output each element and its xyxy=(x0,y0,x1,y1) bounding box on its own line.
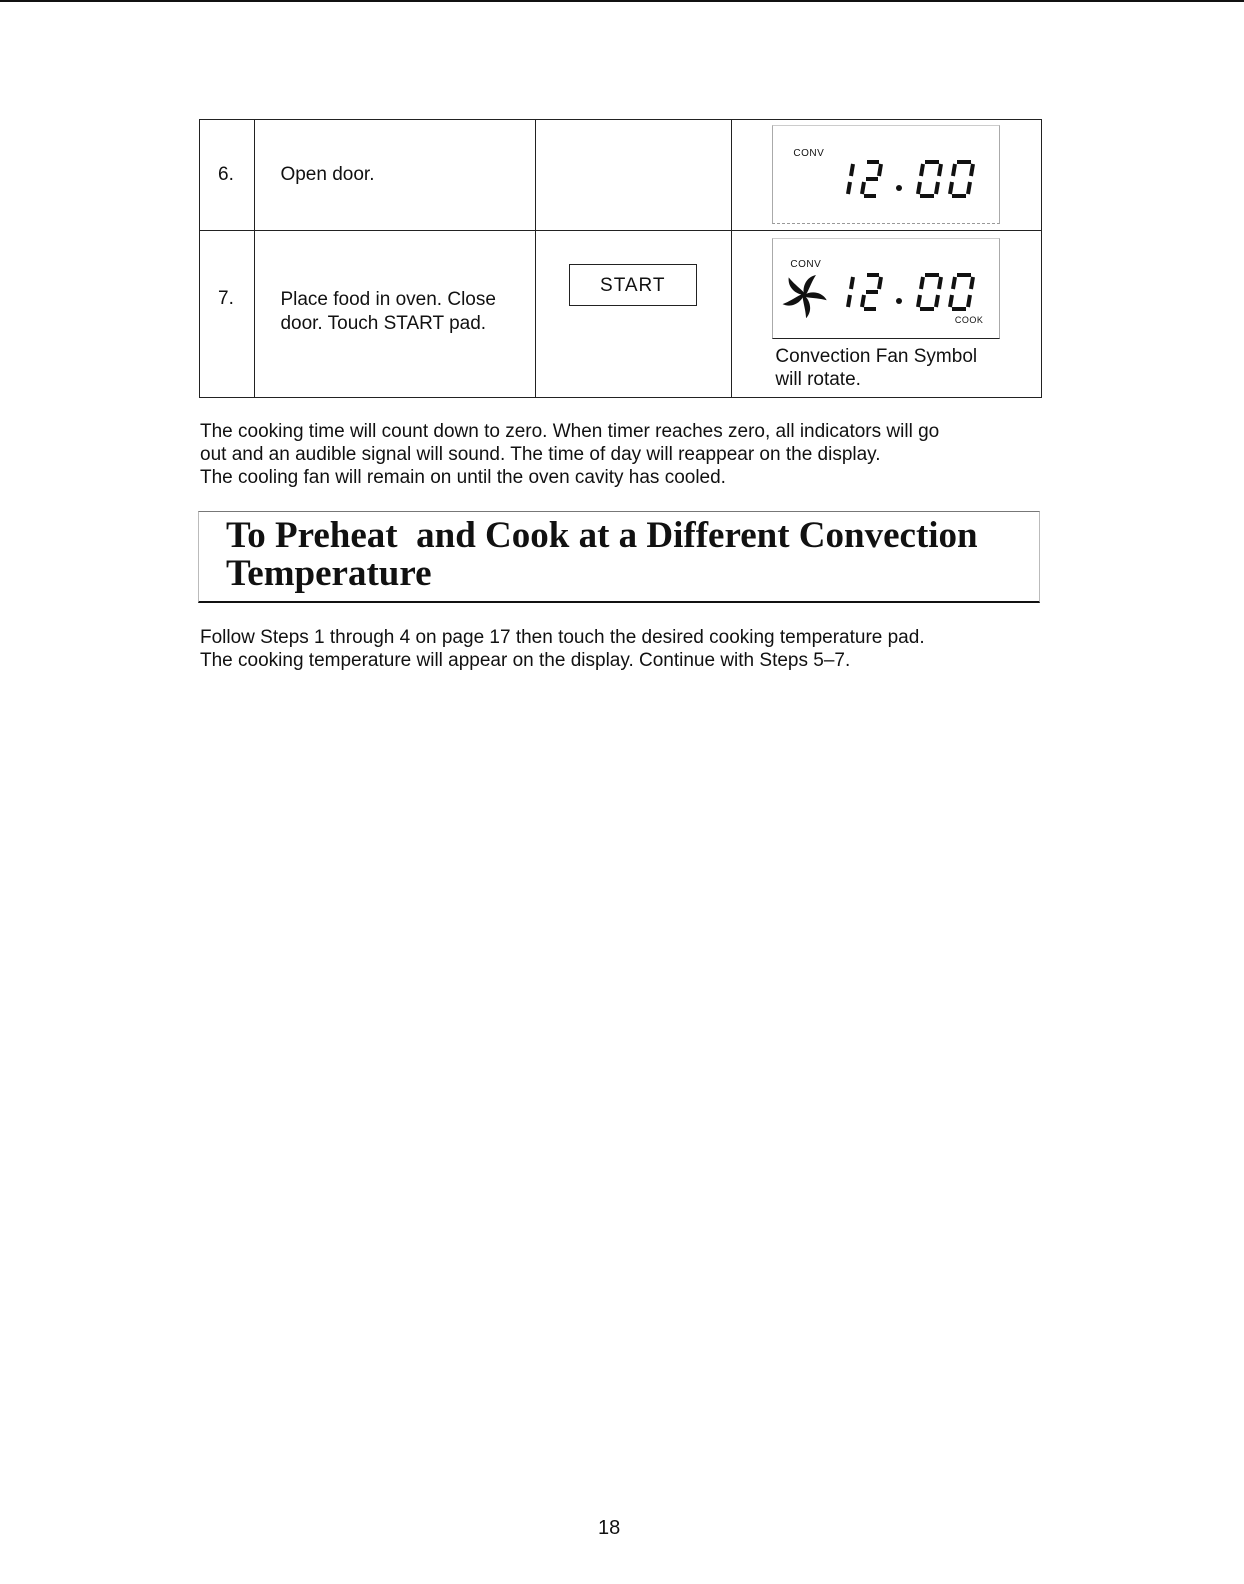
convection-fan-icon xyxy=(779,272,829,325)
step-action-line: Place food in oven. Close xyxy=(280,289,496,310)
step-action: Open door. xyxy=(280,164,375,185)
section-heading-box xyxy=(198,511,1040,603)
table-row xyxy=(200,120,1042,231)
step-pad-cell xyxy=(535,120,732,231)
conv-indicator: CONV xyxy=(790,259,822,270)
conv-indicator: CONV xyxy=(793,148,825,159)
step-number: 7. xyxy=(218,288,234,309)
paragraph-line: The cooking temperature will appear on the display. Continue with Steps 5–7. xyxy=(200,650,851,671)
oven-display xyxy=(772,238,1000,339)
display-time xyxy=(843,158,985,202)
section-body xyxy=(200,626,1050,672)
paragraph-line: The cooking time will count down to zero. When timer reaches zero, all indicators will go xyxy=(200,421,940,442)
start-pad-button[interactable]: START xyxy=(569,264,697,306)
step-action xyxy=(255,231,534,336)
paragraph-line: The cooling fan will remain on until the oven cavity has cooled. xyxy=(200,467,726,488)
heading-line: Temperature xyxy=(226,553,432,594)
display-caption-line: will rotate. xyxy=(775,369,861,390)
display-caption-line: Convection Fan Symbol xyxy=(775,346,978,367)
paragraph-line: Follow Steps 1 through 4 on page 17 then touch the desired cooking temperature pad. xyxy=(200,627,925,648)
countdown-paragraph xyxy=(200,420,1050,489)
page-number: 18 xyxy=(598,1517,621,1539)
steps-table xyxy=(199,119,1042,398)
seven-segment-time-icon xyxy=(843,158,985,202)
table-row xyxy=(200,231,1042,398)
top-rule xyxy=(0,0,1244,2)
step-action-line: door. Touch START pad. xyxy=(280,313,487,334)
heading-line: To Preheat and Cook at a Different Convection xyxy=(226,515,978,556)
oven-display xyxy=(772,125,1000,224)
display-caption xyxy=(732,339,1041,391)
step-number: 6. xyxy=(218,164,234,185)
section-heading xyxy=(226,517,1026,593)
cook-indicator: COOK xyxy=(954,315,984,325)
paragraph-line: out and an audible signal will sound. The time of day will reappear on the display. xyxy=(200,444,881,465)
